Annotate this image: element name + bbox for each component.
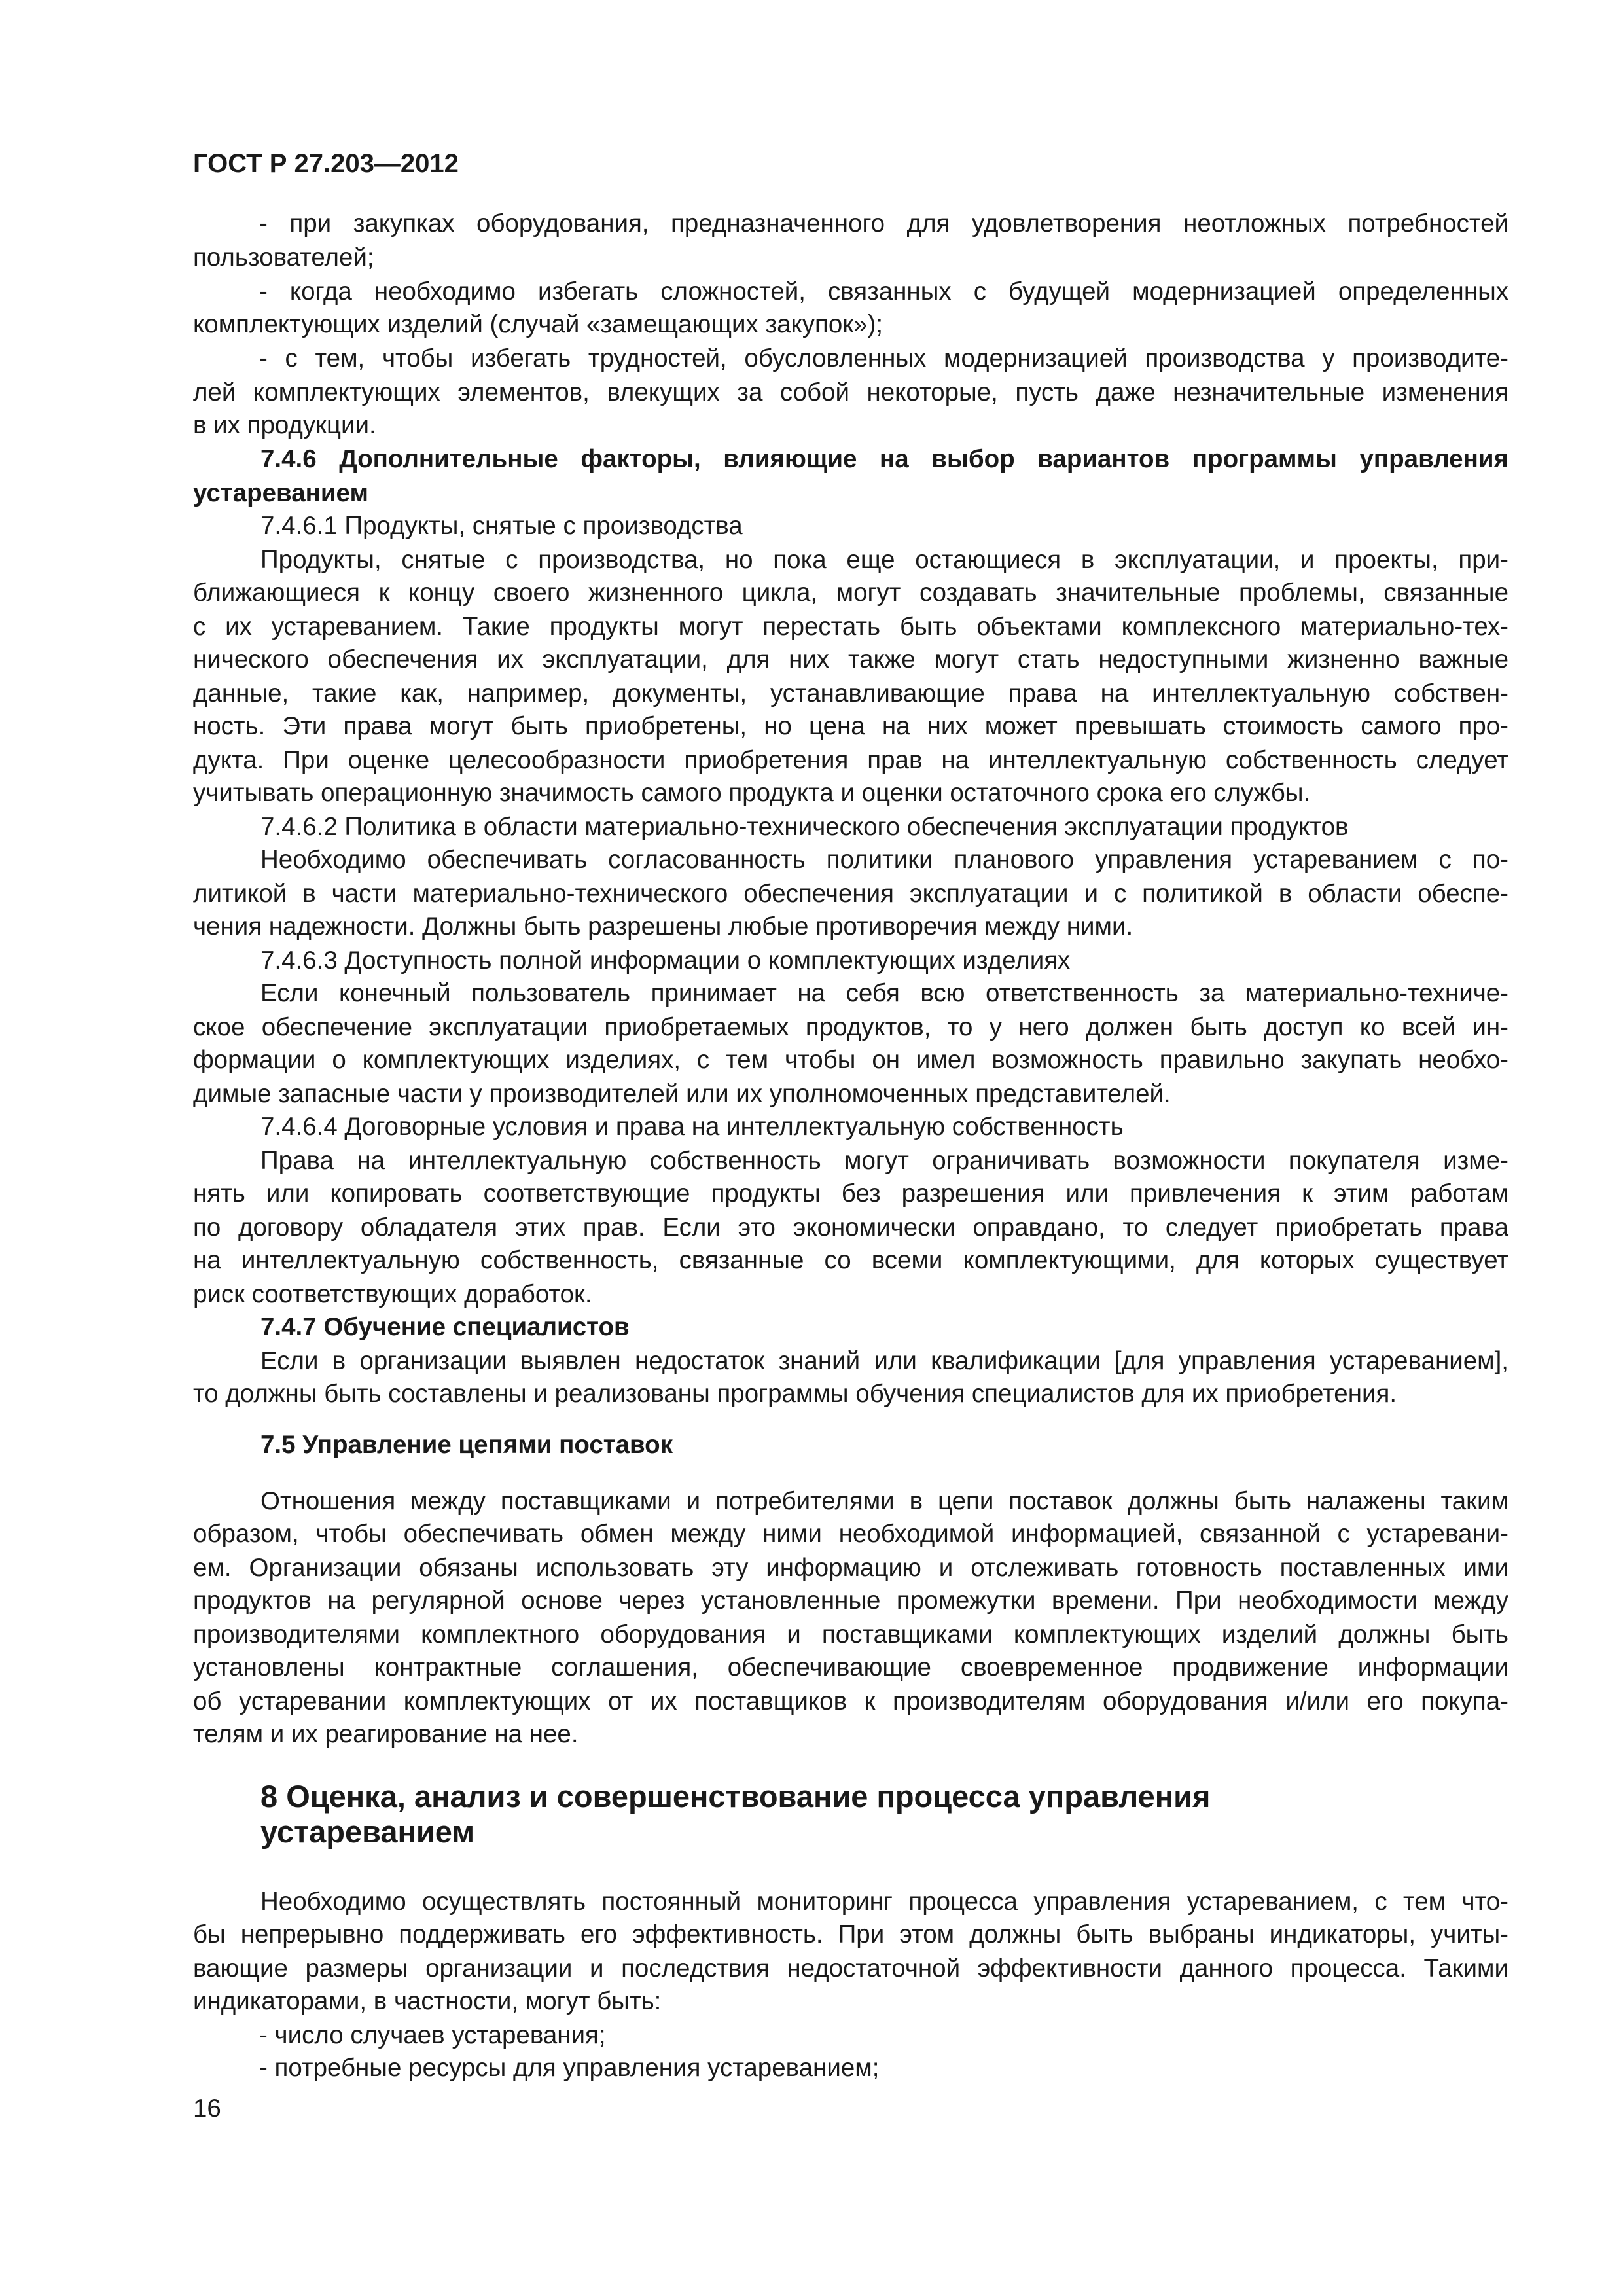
paragraph-line: Если в организации выявлен недостаток знаний или квалификации [для управления устареванием], — [260, 1347, 1508, 1375]
section-heading-7-4-6: 7.4.6 Дополнительные факторы, влияющие на выбор вариантов программы управления — [260, 445, 1508, 473]
list-item-line: - с тем, чтобы избегать трудностей, обусловленных модернизацией производства у производите- — [259, 344, 1508, 372]
list-item-line: пользователей; — [193, 243, 374, 272]
list-item-line: лей комплектующих элементов, влекущих за собой некоторые, пусть даже незначительные изменения — [193, 378, 1508, 406]
paragraph-line: индикаторами, в частности, могут быть: — [193, 1987, 662, 2015]
paragraph-line: чения надежности. Должны быть разрешены любые противоречия между ними. — [193, 912, 1133, 941]
paragraph-line: данные, такие как, например, документы, устанавливающие права на интеллектуальную собствен- — [193, 679, 1508, 708]
paragraph-line: по договору обладателя этих прав. Если это экономически оправдано, то следует приобретать права — [193, 1213, 1508, 1242]
paragraph-line: нического обеспечения их эксплуатации, для них также могут стать недоступными жизненно важные — [193, 645, 1508, 673]
paragraph-line: установлены контрактные соглашения, обеспечивающие своевременное продвижение информации — [193, 1653, 1508, 1681]
paragraph-line: образом, чтобы обеспечивать обмен между ними необходимой информацией, связанной с устаревани- — [193, 1520, 1508, 1548]
paragraph-line: Продукты, снятые с производства, но пока еще остающиеся в эксплуатации, и проекты, при- — [260, 546, 1508, 574]
paragraph-line: бы непрерывно поддерживать его эффективность. При этом должны быть выбраны индикаторы, учиты- — [193, 1920, 1508, 1948]
paragraph-line: формации о комплектующих изделиях, с тем чтобы он имел возможность правильно закупать необхо- — [193, 1046, 1508, 1074]
subsection-title-7-4-6-3: 7.4.6.3 Доступность полной информации о комплектующих изделиях — [260, 946, 1071, 975]
paragraph-line: дукта. При оценке целесообразности приобретения прав на интеллектуальную собственность следует — [193, 746, 1508, 774]
section-heading-8-cont: устареванием — [260, 1814, 475, 1849]
paragraph-line: димые запасные части у производителей или их уполномоченных представителей. — [193, 1080, 1171, 1108]
list-item-line: комплектующих изделий (случай «замещающих закупок»); — [193, 310, 883, 338]
paragraph-line: Необходимо обеспечивать согласованность политики планового управления устареванием с по- — [260, 846, 1508, 874]
paragraph-line: об устаревании комплектующих от их поставщиков к производителям оборудования и/или его покупа- — [193, 1687, 1508, 1715]
paragraph-line: продуктов на регулярной основе через установленные промежутки времени. При необходимости между — [193, 1587, 1508, 1615]
paragraph-line: Права на интеллектуальную собственность могут ограничивать возможности покупателя изме- — [260, 1147, 1508, 1175]
section-heading-7-5: 7.5 Управление цепями поставок — [260, 1431, 673, 1459]
list-item-line: - при закупках оборудования, предназначенного для удовлетворения неотложных потребностей — [259, 209, 1508, 238]
paragraph-line: с их устареванием. Такие продукты могут перестать быть объектами комплексного материально-тех- — [193, 613, 1508, 641]
section-heading-7-4-6-cont: устареванием — [193, 479, 368, 507]
paragraph-line: Необходимо осуществлять постоянный мониторинг процесса управления устареванием, с тем что- — [260, 1888, 1508, 1916]
paragraph-line: на интеллектуальную собственность, связанные со всеми комплектующими, для которых существует — [193, 1246, 1508, 1274]
paragraph-line: литикой в части материально-технического обеспечения эксплуатации и с политикой в области обеспе- — [193, 880, 1508, 908]
paragraph-line: вающие размеры организации и последствия недостаточной эффективности данного процесса. Такими — [193, 1954, 1508, 1982]
paragraph-line: риск соответствующих доработок. — [193, 1280, 592, 1308]
paragraph-line: телям и их реагирование на нее. — [193, 1720, 579, 1748]
paragraph-line: ность. Эти права могут быть приобретены, но цена на них может превышать стоимость самого про- — [193, 712, 1508, 740]
section-heading-8: 8 Оценка, анализ и совершенствование процесса управления — [260, 1779, 1211, 1814]
list-item-line: в их продукции. — [193, 411, 376, 439]
list-item-line: - когда необходимо избегать сложностей, связанных с будущей модернизацией определенных — [259, 278, 1508, 306]
page-number: 16 — [193, 2094, 221, 2123]
section-heading-7-4-7: 7.4.7 Обучение специалистов — [260, 1313, 630, 1341]
paragraph-line: нять или копировать соответствующие продукты без разрешения или привлечения к этим работам — [193, 1179, 1508, 1208]
paragraph-line: ближающиеся к концу своего жизненного цикла, могут создавать значительные проблемы, связанные — [193, 579, 1508, 607]
list-item: - потребные ресурсы для управления устареванием; — [259, 2054, 880, 2082]
paragraph-line: то должны быть составлены и реализованы программы обучения специалистов для их приобретения. — [193, 1380, 1397, 1408]
paragraph-line: ское обеспечение эксплуатации приобретаемых продуктов, то у него должен быть доступ ко всей ин- — [193, 1013, 1508, 1041]
paragraph-line: Отношения между поставщиками и потребителями в цепи поставок должны быть налажены таким — [260, 1487, 1508, 1515]
paragraph-line: производителями комплектного оборудования и поставщиками комплектующих изделий должны быть — [193, 1621, 1508, 1649]
standard-code-header: ГОСТ Р 27.203—2012 — [193, 149, 459, 178]
subsection-title-7-4-6-4: 7.4.6.4 Договорные условия и права на интеллектуальную собственность — [260, 1113, 1124, 1141]
paragraph-line: ем. Организации обязаны использовать эту информацию и отслеживать готовность поставленных ими — [193, 1554, 1508, 1582]
list-item: - число случаев устаревания; — [259, 2021, 606, 2049]
subsection-title-7-4-6-2: 7.4.6.2 Политика в области материально-технического обеспечения эксплуатации продуктов — [260, 813, 1349, 841]
paragraph-line: Если конечный пользователь принимает на себя всю ответственность за материально-техниче- — [260, 979, 1508, 1007]
paragraph-line: учитывать операционную значимость самого продукта и оценки остаточного срока его службы. — [193, 779, 1311, 807]
subsection-title-7-4-6-1: 7.4.6.1 Продукты, снятые с производства — [260, 512, 743, 540]
